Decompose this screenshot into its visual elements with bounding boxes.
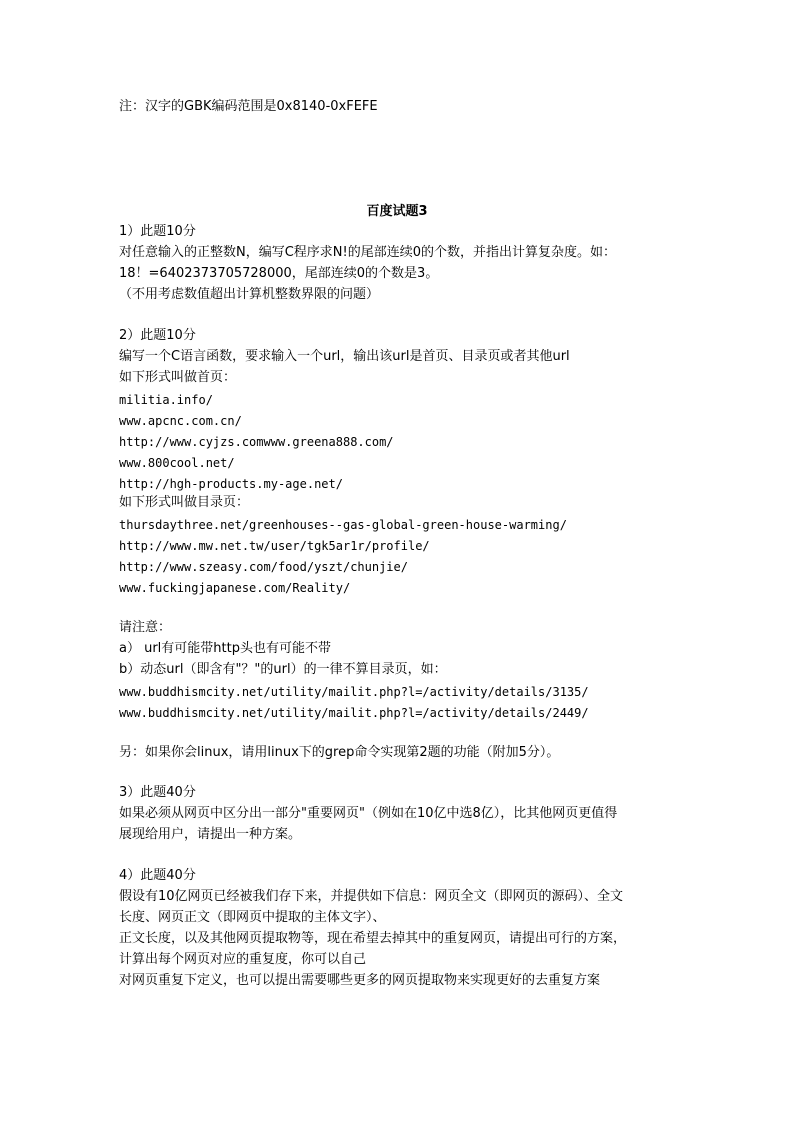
q3-text: 如果必须从网页中区分出一部分"重要网页"（例如在10亿中选8亿），比其他网页更值得 xyxy=(119,806,618,821)
q2-extra: 另：如果你会linux，请用linux下的grep命令实现第2题的功能（附加5分）。 xyxy=(119,745,560,760)
dynamic-url: www.buddhismcity.net/utility/mailit.php?l=/activity/details/2449/ xyxy=(119,706,589,720)
directory-label: 如下形式叫做目录页： xyxy=(119,495,250,510)
q3-header: 3）此题40分 xyxy=(119,785,196,800)
q2-header: 2）此题10分 xyxy=(119,328,196,343)
directory-url: www.fuckingjapanese.com/Reality/ xyxy=(119,581,351,595)
q4-text: 假设有10亿网页已经被我们存下来，并提供如下信息：网页全文（即网页的源码）、全文 xyxy=(119,889,624,904)
directory-url: http://www.mw.net.tw/user/tgk5ar1r/profile/ xyxy=(119,539,430,553)
q1-text: 对任意输入的正整数N，编写C程序求N!的尾部连续0的个数，并指出计算复杂度。如： xyxy=(119,245,617,260)
notice-a: a） url有可能带http头也有可能不带 xyxy=(119,641,331,656)
q4-text-cont: 长度、网页正文（即网页中提取的主体文字）、 xyxy=(119,910,386,925)
notice-label: 请注意： xyxy=(119,620,172,635)
q4-text-cont: 正文长度，以及其他网页提取物等，现在希望去掉其中的重复网页，请提出可行的方案， xyxy=(119,931,627,946)
directory-url: http://www.szeasy.com/food/yszt/chunjie/ xyxy=(119,560,408,574)
homepage-url: http://www.cyjzs.comwww.greena888.com/ xyxy=(119,435,394,449)
q4-header: 4）此题40分 xyxy=(119,868,196,883)
homepage-url: www.800cool.net/ xyxy=(119,456,235,470)
page-title: 百度试题3 xyxy=(366,204,428,219)
homepage-url: www.apcnc.com.cn/ xyxy=(119,414,242,428)
q1-note: （不用考虑数值超出计算机整数界限的问题） xyxy=(119,287,380,302)
q3-text-cont: 展现给用户，请提出一种方案。 xyxy=(119,827,302,842)
q2-text: 编写一个C语言函数，要求输入一个url，输出该url是首页、目录页或者其他url xyxy=(119,349,570,364)
gbk-note: 注：汉字的GBK编码范围是0x8140-0xFEFE xyxy=(119,99,378,114)
q4-text-cont: 计算出每个网页对应的重复度，你可以自己 xyxy=(119,952,367,967)
homepage-url: militia.info/ xyxy=(119,393,213,407)
q4-text-cont: 对网页重复下定义，也可以提出需要哪些更多的网页提取物来实现更好的去重复方案 xyxy=(119,973,601,988)
dynamic-url: www.buddhismcity.net/utility/mailit.php?l=/activity/details/3135/ xyxy=(119,685,589,699)
q1-example: 18！=6402373705728000，尾部连续0的个数是3。 xyxy=(119,266,439,281)
notice-b: b）动态url（即含有"？"的url）的一律不算目录页，如： xyxy=(119,662,447,677)
homepage-label: 如下形式叫做首页： xyxy=(119,370,237,385)
directory-url: thursdaythree.net/greenhouses--gas-global-green-house-warming/ xyxy=(119,518,567,532)
q1-header: 1）此题10分 xyxy=(119,224,196,239)
homepage-url: http://hgh-products.my-age.net/ xyxy=(119,477,343,491)
